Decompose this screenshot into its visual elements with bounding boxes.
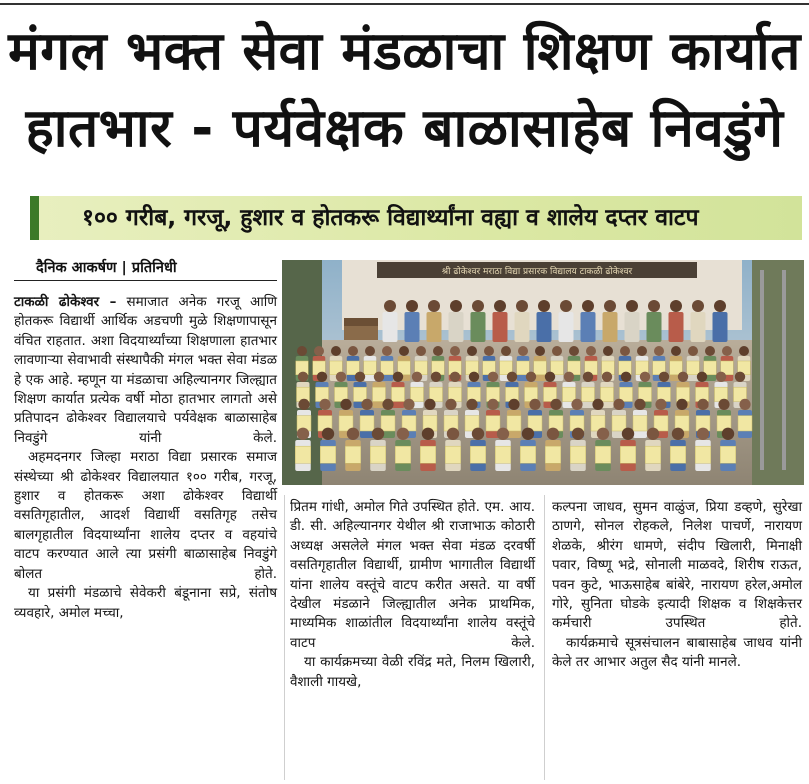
- stage-banner-text: श्री ढोकेश्वर मराठा विद्या प्रसारक विद्यालय टाकळी ढोकेश्वर: [441, 267, 633, 277]
- banner-accent-bar: [30, 196, 39, 240]
- paragraph: कार्यक्रमाचे सूत्रसंचालन बाबासाहेब जाधव यांनी केले तर आभार अतुल सैद यांनी मानले.: [552, 634, 802, 671]
- article-column-2: [290, 498, 535, 692]
- dateline-place: टाकळी ढोकेश्वर –: [14, 294, 117, 310]
- top-rule: [0, 3, 809, 5]
- paragraph: कल्पना जाधव, सुमन वाळुंज, प्रिया डव्हणे, सुरेखा ठाणगे, सोनल रोहकले, निलेश पाचर्णे, नारायण शेळके, श्रीरंग धामणे, संदीप खिलारी, मिनाक्षी पवार, विष्णू भद्रे, सोनाली माळवदे, शिरीष राऊत, पवन कुटे, भाऊसाहेब बांबेरे, नारायण हरेल,अमोल गोरे, सुनिता घोडके इत्यादी शिक्षक व शिक्षकेत्तर कर्मचारी उपस्थित होते.: [552, 499, 802, 632]
- column-divider: [544, 495, 545, 780]
- group-photo: [282, 260, 804, 485]
- article-column-3: [552, 498, 802, 673]
- paragraph: या कार्यक्रमच्या वेळी रविंद्र मते, निलम खिलारी, वैशाली गायखे,: [290, 654, 535, 690]
- subheadline-banner: [30, 196, 802, 240]
- paragraph: या प्रसंगी मंडळाचे सेवेकरी बंडूनाना सप्रे, संतोष व्यवहारे, अमोल मच्चा,: [14, 585, 277, 621]
- group-photo-illustration: [282, 260, 804, 485]
- headline-line-1: मंगल भक्त सेवा मंडळाचा शिक्षण कार्यात: [8, 21, 801, 82]
- paragraph: समाजात अनेक गरजू आणि होतकरू विद्यार्थी आर्थिक अडचणी मुळे शिक्षणापासून वंचित राहतात. अशा विदयार्थ्यांच्या शिक्षणाला हातभार लावणाऱ्या सेवाभावी संस्थापैकी मंगल भक्त सेवा मंडळ हे एक आहे. म्हणून या मंडळाचा अहिल्यानगर जिल्ह्यात शिक्षण कार्यात प्रत्येक वर्षी मोठा हातभार लागतो असे प्रतिपादन ढोकेश्वर विद्यालयाचे पर्यवेक्षक बाळासाहेब निवडुंगे यांनी केले.: [14, 294, 277, 446]
- byline-rule: [14, 280, 277, 281]
- column-divider: [284, 495, 285, 780]
- article-column-1: [14, 293, 277, 623]
- byline: दैनिक आकर्षण | प्रतिनिधी: [36, 260, 177, 276]
- headline-line-2: हातभार - पर्यवेक्षक बाळासाहेब निवडुंगे: [25, 98, 784, 159]
- subheadline: १०० गरीब, गरजू, हुशार व होतकरू विद्यार्थ्यांना वह्या व शालेय दप्तर वाटप: [82, 205, 699, 231]
- paragraph: अहमदनगर जिल्हा मराठा विद्या प्रसारक समाज संस्थेच्या श्री ढोकेश्वर विद्यालयात १०० गरीब, गरजू, हुशार व होतकरू अशा ढोकेश्वर विद्यार्थी वसतिगृहातील, आदर्श विद्यार्थी वसतिगृह तसेच बालगृहातील विदयार्थ्यांना शालेय दप्तर व वहयांचे वाटप करण्यात आले त्या प्रसंगी बाळासाहेब निवडुंगे बोलत होते.: [14, 449, 277, 582]
- paragraph: प्रितम गांधी, अमोल गिते उपस्थित होते. एम. आय. डी. सी. अहिल्यानगर येथील श्री राजाभाऊ कोठारी अध्यक्ष असलेले मंगल भक्त सेवा मंडळ दरवर्षी वसतिगृहातील विद्यार्थी, ग्रामीण भागातील विद्यार्थी यांना शालेय वस्तूंचे वाटप करीत असते. या वर्षी देखील मंडळाने जिल्ह्यातील अनेक प्राथमिक, माध्यमिक शाळांतील विदयार्थ्यांना शालेय वस्तूंचे वाटप केले.: [290, 499, 535, 651]
